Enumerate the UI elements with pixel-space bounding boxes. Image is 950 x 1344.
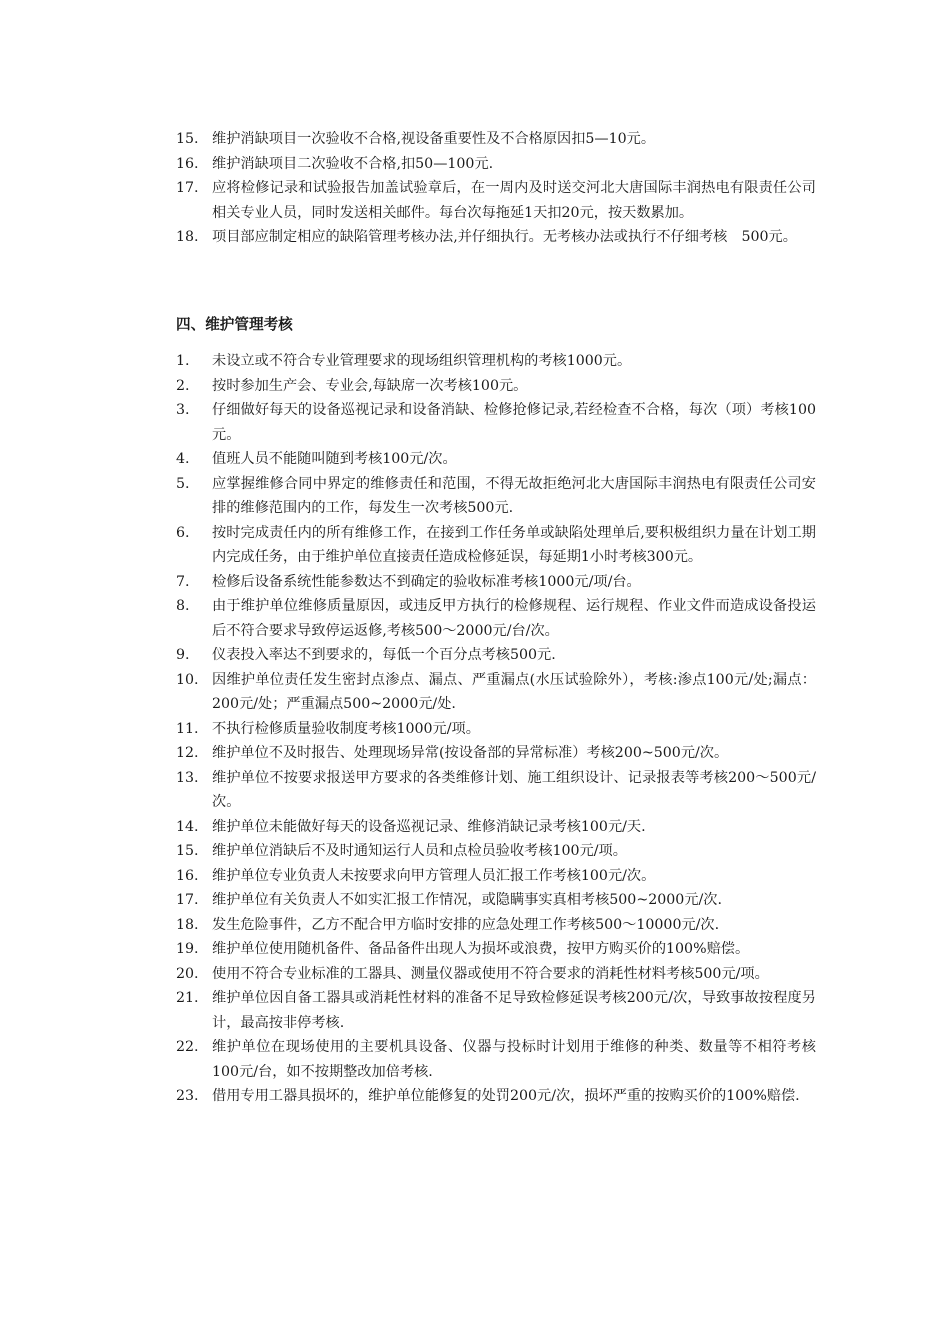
list-item <box>176 398 816 447</box>
section-heading: 四、维护管理考核 <box>176 316 293 333</box>
item-number: 21. <box>176 990 199 1006</box>
item-text: 项目部应制定相应的缺陷管理考核办法,并仔细执行。无考核办法或执行不仔细考核 500元。 <box>212 229 797 245</box>
item-number: 16. <box>176 867 199 884</box>
list-item <box>176 741 816 766</box>
item-text: 未设立或不符合专业管理要求的现场组织管理机构的考核1000元。 <box>212 353 632 369</box>
item-text: 借用专用工器具损坏的，维护单位能修复的处罚200元/次，损坏严重的按购买价的100%赔偿. <box>212 1088 800 1104</box>
item-text: 由于维护单位维修质量原因，或违反甲方执行的检修规程、运行规程、作业文件而造成设备投运后不符合要求导致停运返修,考核500～2000元/台/次。 <box>212 598 816 639</box>
item-text: 维护单位消缺后不及时通知运行人员和点检员验收考核100元/项。 <box>212 843 627 859</box>
item-number: 19. <box>176 941 199 957</box>
item-text: 发生危险事件，乙方不配合甲方临时安排的应急处理工作考核500～10000元/次. <box>212 916 720 933</box>
item-number: 8. <box>176 598 190 614</box>
item-number: 11. <box>176 720 199 737</box>
list-item <box>176 986 816 1035</box>
previous-section-list <box>176 127 816 250</box>
item-number: 15. <box>176 131 199 147</box>
list-item <box>176 839 816 864</box>
item-text: 维护单位不按要求报送甲方要求的各类维修计划、施工组织设计、记录报表等考核200～500元/次。 <box>212 769 816 810</box>
item-text: 按时完成责任内的所有维修工作，在接到工作任务单或缺陷处理单后,要积极组织力量在计划工期内完成任务，由于维护单位直接责任造成检修延误，每延期1小时考核300元。 <box>212 524 816 565</box>
item-text: 维护单位未能做好每天的设备巡视记录、维修消缺记录考核100元/天. <box>212 818 646 835</box>
item-number: 17. <box>176 892 199 908</box>
list-item <box>176 717 816 742</box>
item-text: 使用不符合专业标准的工器具、测量仪器或使用不符合要求的消耗性材料考核500元/项。 <box>212 965 769 982</box>
list-item <box>176 349 816 374</box>
list-item <box>176 937 816 962</box>
item-text: 维护单位不及时报告、处理现场异常(按设备部的异常标准）考核200~500元/次。 <box>212 745 729 761</box>
list-item <box>176 176 816 225</box>
item-text: 值班人员不能随叫随到考核100元/次。 <box>212 451 457 467</box>
item-number: 14. <box>176 818 199 835</box>
item-number: 5. <box>176 475 190 492</box>
item-number: 18. <box>176 916 199 933</box>
list-item <box>176 594 816 643</box>
list-item <box>176 962 816 987</box>
list-item <box>176 152 816 177</box>
list-item <box>176 447 816 472</box>
maintenance-assessment-list <box>176 349 816 1109</box>
list-item <box>176 864 816 889</box>
item-number: 6. <box>176 524 190 541</box>
list-item <box>176 1084 816 1109</box>
item-text: 维护单位使用随机备件、备品备件出现人为损坏或浪费，按甲方购买价的100%赔偿。 <box>212 941 750 957</box>
list-item <box>176 570 816 595</box>
list-item <box>176 521 816 570</box>
item-number: 12. <box>176 745 199 761</box>
item-text: 应将检修记录和试验报告加盖试验章后，在一周内及时送交河北大唐国际丰润热电有限责任公司相关专业人员，同时发送相关邮件。每台次每拖延1天扣20元，按天数累加。 <box>212 180 816 221</box>
item-text: 维护单位因自备工器具或消耗性材料的准备不足导致检修延误考核200元/次，导致事故按程度另计，最高按非停考核. <box>212 990 816 1031</box>
item-text: 维护消缺项目一次验收不合格,视设备重要性及不合格原因扣5—10元。 <box>212 131 656 147</box>
item-number: 16. <box>176 155 199 172</box>
item-number: 20. <box>176 965 199 982</box>
item-text: 维护单位专业负责人未按要求向甲方管理人员汇报工作考核100元/次。 <box>212 867 656 884</box>
list-item <box>176 815 816 840</box>
item-number: 18. <box>176 229 199 245</box>
item-text: 应掌握维修合同中界定的维修责任和范围，不得无故拒绝河北大唐国际丰润热电有限责任公司安排的维修范围内的工作，每发生一次考核500元. <box>212 475 816 516</box>
item-text: 按时参加生产会、专业会,每缺席一次考核100元。 <box>212 377 528 394</box>
item-number: 22. <box>176 1039 199 1055</box>
list-item <box>176 643 816 668</box>
list-item <box>176 766 816 815</box>
list-item <box>176 472 816 521</box>
item-text: 仪表投入率达不到要求的，每低一个百分点考核500元. <box>212 647 556 663</box>
item-number: 1. <box>176 353 190 369</box>
item-number: 13. <box>176 769 199 786</box>
list-item <box>176 374 816 399</box>
list-item <box>176 668 816 717</box>
list-item <box>176 225 816 250</box>
item-number: 15. <box>176 843 199 859</box>
item-number: 10. <box>176 671 199 688</box>
item-number: 17. <box>176 180 199 196</box>
list-item <box>176 913 816 938</box>
list-item <box>176 888 816 913</box>
list-item <box>176 127 816 152</box>
item-text: 维护单位有关负责人不如实汇报工作情况，或隐瞒事实真相考核500~2000元/次. <box>212 892 722 908</box>
item-text: 维护单位在现场使用的主要机具设备、仪器与投标时计划用于维修的种类、数量等不相符考核100元/台，如不按期整改加倍考核. <box>212 1039 816 1080</box>
item-text: 因维护单位责任发生密封点渗点、漏点、严重漏点(水压试验除外），考核:渗点100元/处;漏点：200元/处；严重漏点500~2000元/处. <box>212 671 816 712</box>
item-text: 仔细做好每天的设备巡视记录和设备消缺、检修抢修记录,若经检查不合格，每次（项）考核100元。 <box>212 402 816 443</box>
item-number: 9. <box>176 647 190 663</box>
item-number: 4. <box>176 451 190 467</box>
item-number: 7. <box>176 573 190 590</box>
item-text: 维护消缺项目二次验收不合格,扣50—100元. <box>212 155 494 172</box>
list-item <box>176 1035 816 1084</box>
item-text: 不执行检修质量验收制度考核1000元/项。 <box>212 720 480 737</box>
item-number: 3. <box>176 402 190 418</box>
item-text: 检修后设备系统性能参数达不到确定的验收标准考核1000元/项/台。 <box>212 573 641 590</box>
item-number: 2. <box>176 377 190 394</box>
item-number: 23. <box>176 1088 199 1104</box>
